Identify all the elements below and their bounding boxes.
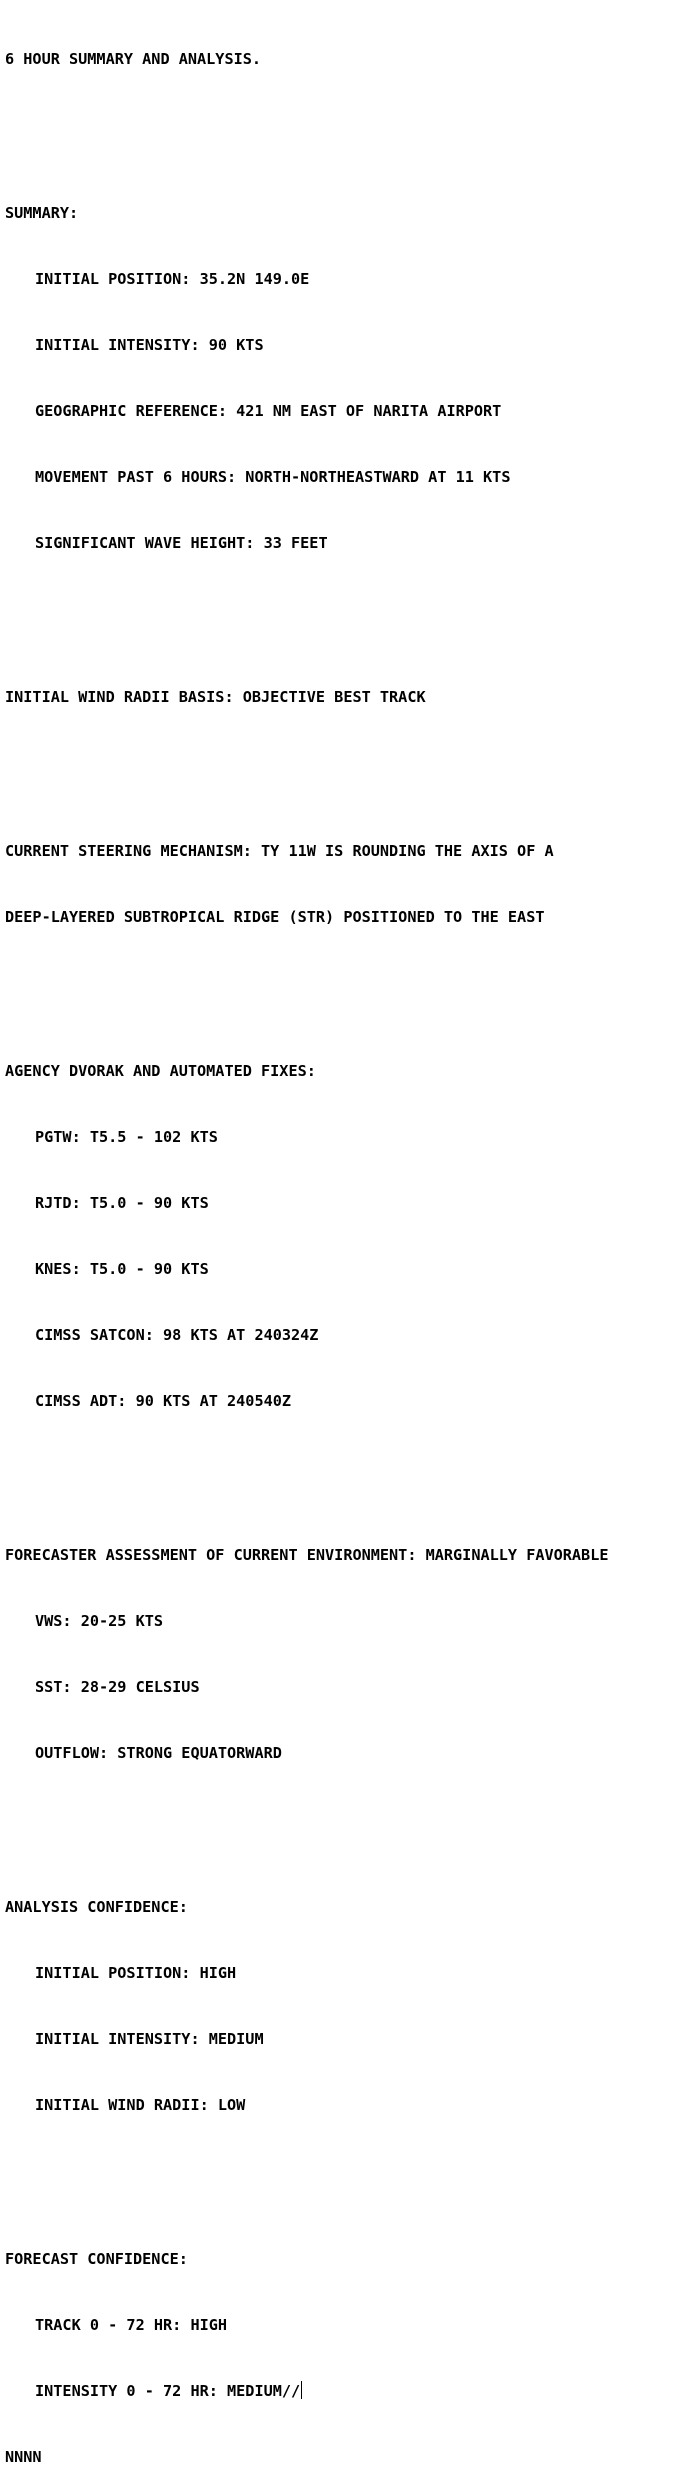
env-sst: SST: 28-29 CELSIUS — [35, 1678, 200, 1696]
forecast-confidence-heading: FORECAST CONFIDENCE: — [5, 2250, 188, 2268]
bulletin-header: 6 HOUR SUMMARY AND ANALYSIS. — [5, 50, 262, 68]
forecast-track: TRACK 0 - 72 HR: HIGH — [35, 2316, 228, 2334]
fix-rjtd: RJTD: T5.0 - 90 KTS — [35, 1194, 209, 1212]
blank-line — [5, 1456, 671, 1478]
bulletin-text — [5, 4, 671, 2490]
analysis-position: INITIAL POSITION: HIGH — [35, 1964, 237, 1982]
blank-line — [5, 2160, 671, 2182]
blank-line — [5, 752, 671, 774]
analysis-wind-radii: INITIAL WIND RADII: LOW — [35, 2096, 246, 2114]
fix-pgtw: PGTW: T5.5 - 102 KTS — [35, 1128, 218, 1146]
initial-position: INITIAL POSITION: 35.2N 149.0E — [35, 270, 310, 288]
fixes-heading: AGENCY DVORAK AND AUTOMATED FIXES: — [5, 1062, 316, 1080]
forecast-intensity: INTENSITY 0 - 72 HR: MEDIUM// — [35, 2382, 301, 2400]
env-outflow: OUTFLOW: STRONG EQUATORWARD — [35, 1744, 282, 1762]
text-cursor — [301, 2381, 302, 2399]
forecast-intensity-line[interactable] — [5, 2380, 671, 2402]
wind-radii-basis: INITIAL WIND RADII BASIS: OBJECTIVE BEST TRACK — [5, 688, 426, 706]
fix-satcon: CIMSS SATCON: 98 KTS AT 240324Z — [35, 1326, 319, 1344]
steering-line-2: DEEP-LAYERED SUBTROPICAL RIDGE (STR) POSITIONED TO THE EAST — [5, 908, 545, 926]
blank-line — [5, 1808, 671, 1830]
summary-heading: SUMMARY: — [5, 204, 79, 222]
wave-height: SIGNIFICANT WAVE HEIGHT: 33 FEET — [35, 534, 328, 552]
steering-line-1: CURRENT STEERING MECHANISM: TY 11W IS ROUNDING THE AXIS OF A — [5, 842, 554, 860]
fix-knes: KNES: T5.0 - 90 KTS — [35, 1260, 209, 1278]
analysis-intensity: INITIAL INTENSITY: MEDIUM — [35, 2030, 264, 2048]
blank-line — [5, 598, 671, 620]
initial-intensity: INITIAL INTENSITY: 90 KTS — [35, 336, 264, 354]
geographic-reference: GEOGRAPHIC REFERENCE: 421 NM EAST OF NARITA AIRPORT — [35, 402, 502, 420]
environment-heading: FORECASTER ASSESSMENT OF CURRENT ENVIRONMENT: MARGINALLY FAVORABLE — [5, 1546, 609, 1564]
bulletin-footer: NNNN — [5, 2448, 42, 2466]
blank-line — [5, 972, 671, 994]
env-vws: VWS: 20-25 KTS — [35, 1612, 164, 1630]
fix-adt: CIMSS ADT: 90 KTS AT 240540Z — [35, 1392, 292, 1410]
blank-line — [5, 114, 671, 136]
movement: MOVEMENT PAST 6 HOURS: NORTH-NORTHEASTWARD AT 11 KTS — [35, 468, 511, 486]
analysis-confidence-heading: ANALYSIS CONFIDENCE: — [5, 1898, 188, 1916]
